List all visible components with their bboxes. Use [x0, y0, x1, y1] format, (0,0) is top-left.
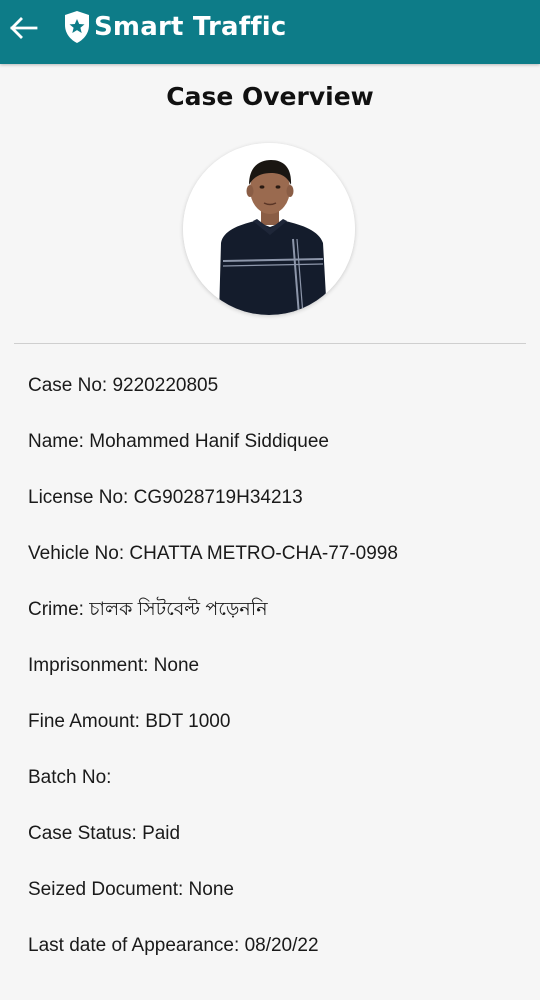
- detail-label: Imprisonment:: [28, 655, 149, 676]
- detail-last-date-of-appearance: [28, 930, 528, 986]
- arrow-left-icon: [10, 17, 38, 39]
- detail-license-no: [28, 482, 528, 538]
- detail-value: None: [188, 879, 234, 900]
- detail-label: Fine Amount:: [28, 711, 140, 732]
- app-title: Smart Traffic: [94, 12, 287, 42]
- detail-value: Paid: [142, 823, 181, 844]
- detail-label: Last date of Appearance:: [28, 935, 240, 956]
- app-bar: [0, 0, 540, 64]
- detail-vehicle-no: [28, 538, 528, 594]
- detail-value: চালক সিটবেল্ট পড়েননি: [89, 599, 268, 620]
- detail-label: Vehicle No:: [28, 543, 125, 564]
- detail-label: License No:: [28, 487, 129, 508]
- detail-value: 08/20/22: [244, 935, 319, 956]
- divider: [14, 343, 526, 344]
- detail-seized-document: [28, 874, 528, 930]
- detail-value: CHATTA METRO-CHA-77-0998: [129, 543, 398, 564]
- detail-case-status: [28, 818, 528, 874]
- detail-value: None: [153, 655, 200, 676]
- detail-label: Batch No:: [28, 767, 112, 788]
- avatar: [183, 143, 355, 315]
- detail-label: Case Status:: [28, 823, 137, 844]
- detail-value: 9220220805: [112, 375, 219, 396]
- detail-crime: [28, 594, 528, 650]
- detail-label: Seized Document:: [28, 879, 184, 900]
- detail-value: BDT 1000: [145, 711, 231, 732]
- page-title: Case Overview: [166, 82, 374, 111]
- detail-value: Mohammed Hanif Siddiquee: [89, 431, 329, 452]
- detail-fine-amount: [28, 706, 528, 762]
- detail-name: [28, 426, 528, 482]
- detail-case-no: [28, 370, 528, 426]
- detail-label: Case No:: [28, 375, 108, 396]
- detail-batch-no: [28, 762, 528, 818]
- shield-star-icon: [63, 10, 91, 44]
- case-details: [28, 370, 528, 986]
- detail-value: CG9028719H34213: [133, 487, 303, 508]
- back-button[interactable]: [8, 10, 40, 46]
- detail-imprisonment: [28, 650, 528, 706]
- detail-label: Name:: [28, 431, 84, 452]
- person-photo: [183, 143, 355, 315]
- detail-label: Crime:: [28, 599, 84, 620]
